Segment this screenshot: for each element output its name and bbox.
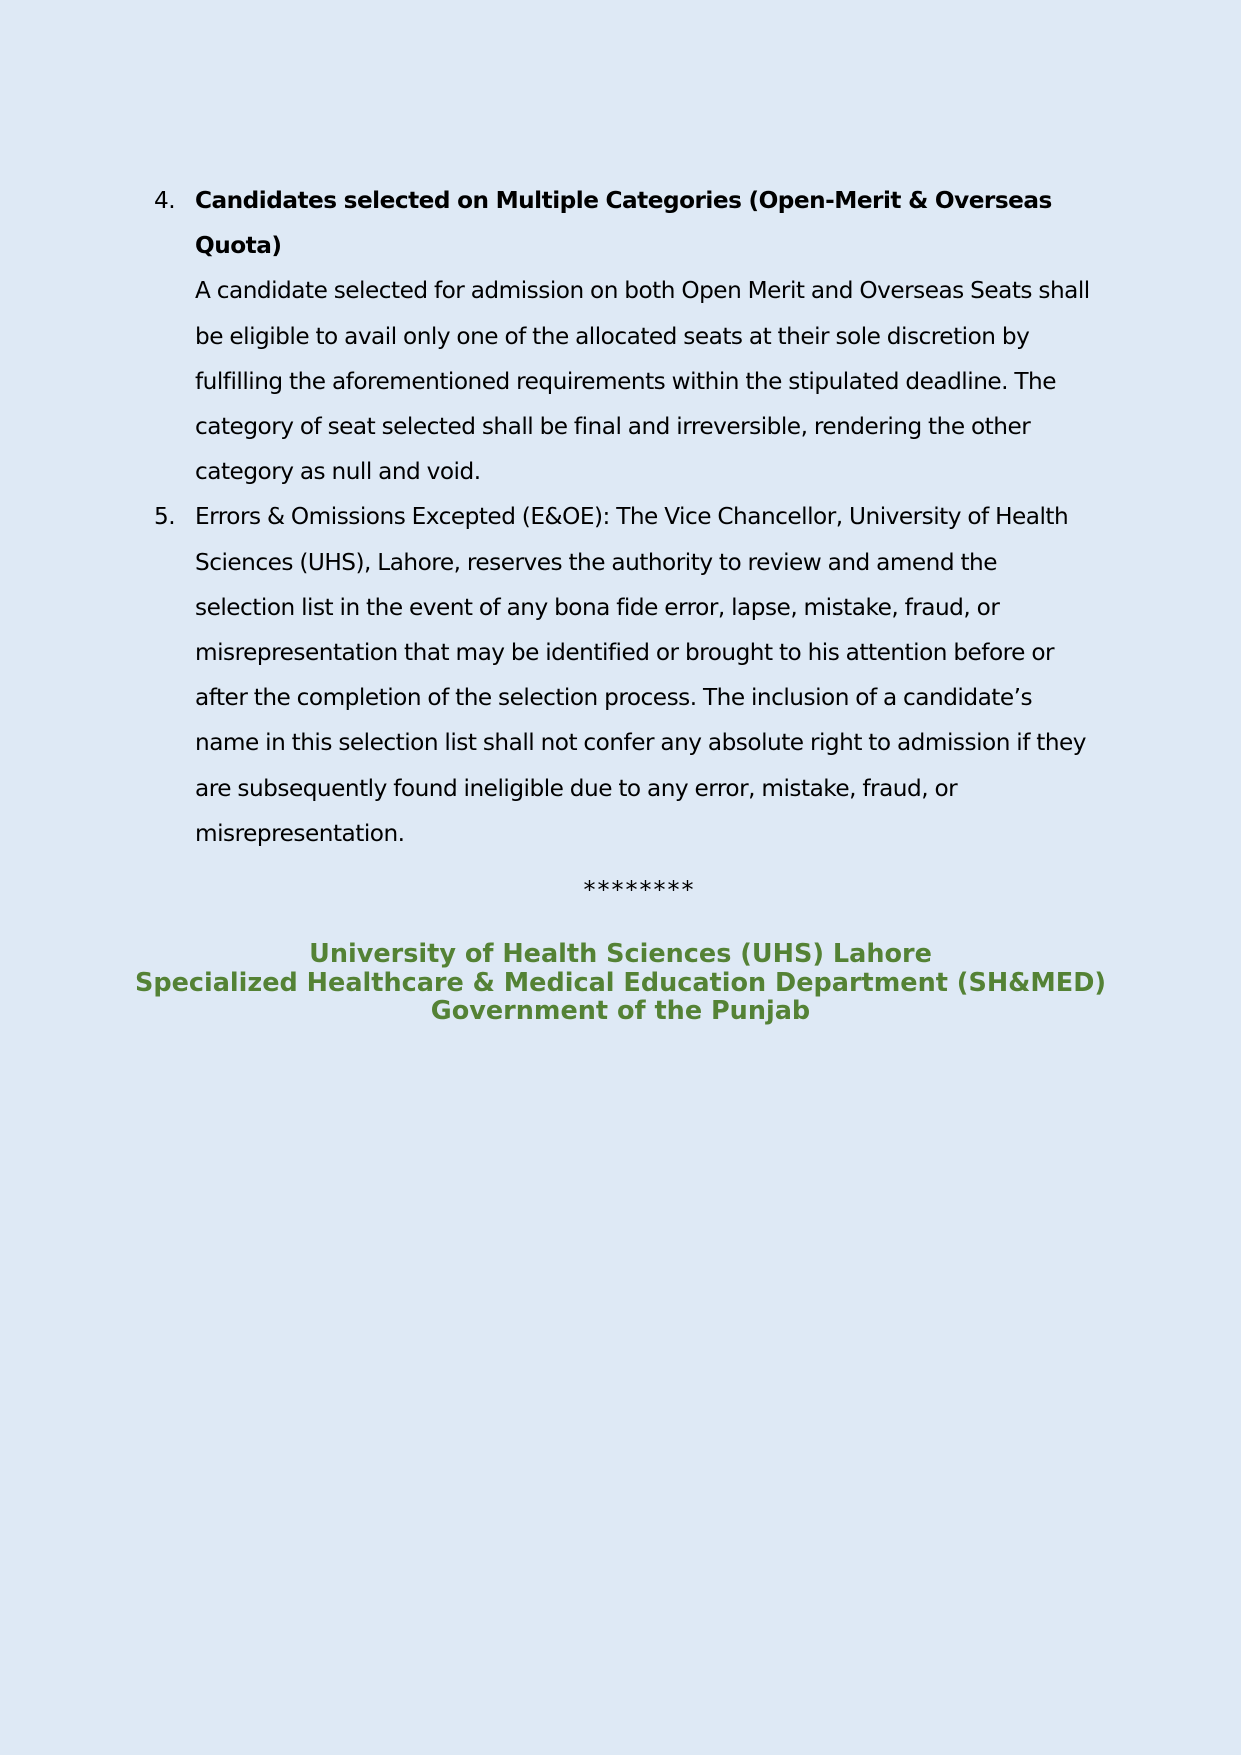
footer-department: Specialized Healthcare & Medical Education Department (SH&MED) (134, 967, 1107, 998)
footer-government: Government of the Punjab (430, 996, 811, 1026)
item-body: A candidate selected for admission on both Open Merit and Overseas Seats shall be eligible to avail only one of the allocated seats at their sole discretion by fulfilling the aforementioned requirements within the stipulated deadline. The category of seat selected shall be final and irreversible, rendering the other category as null and void. (195, 277, 1090, 486)
item-heading: Candidates selected on Multiple Categories (Open-Merit & Overseas Quota) (195, 187, 1052, 260)
section-separator: ******** (583, 876, 696, 904)
list-item-4 (154, 178, 1094, 494)
footer-block (0, 940, 1241, 1026)
list-item-5 (154, 494, 1094, 856)
item-number: 4. (154, 187, 176, 214)
item-number: 5. (154, 503, 176, 531)
item-body: Errors & Omissions Excepted (E&OE): The Vice Chancellor, University of Health Sciences (UHS), Lahore, reserves the authority to review and amend the selection list in the event of any bona fide error, lapse, mistake, fraud, or misrepresentation that may be identified or brought to his attention before or after the completion of the selection process. The inclusion of a candidate’s name in this selection list shall not confer any absolute right to admission if they are subsequently found ineligible due to any error, mistake, fraud, or misrepresentation. (195, 503, 1087, 847)
conditions-list (154, 178, 1094, 856)
footer-university: University of Health Sciences (UHS) Lahore (309, 939, 932, 969)
